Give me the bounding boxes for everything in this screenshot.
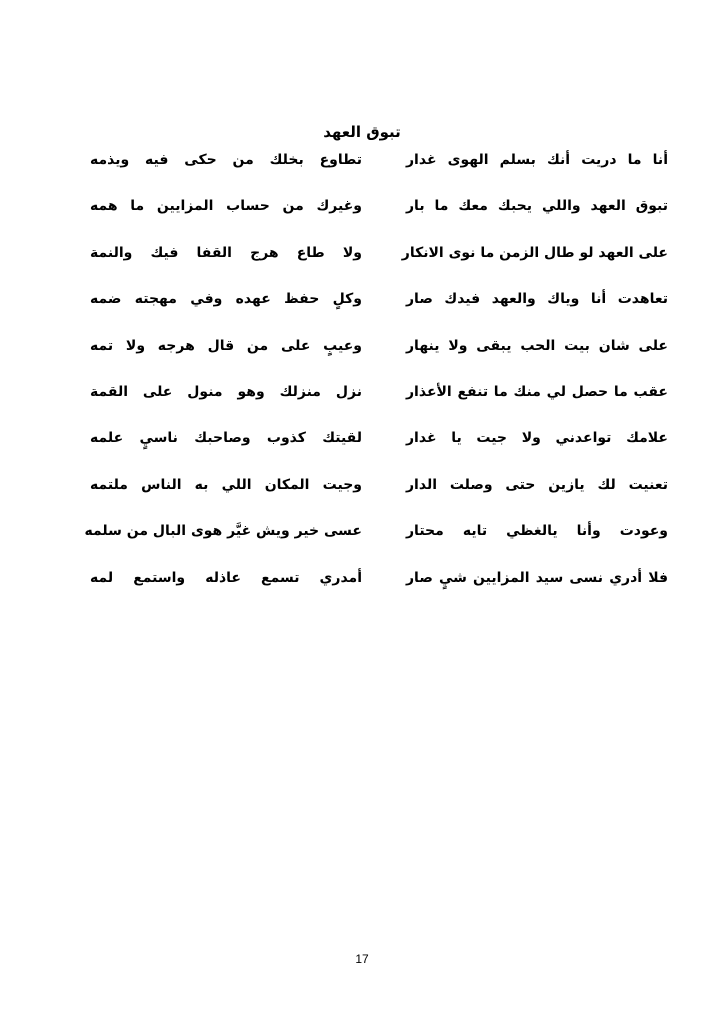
- verse-first-hemistich: عقب ما حصل لي منك ما تنفع الأعذار: [406, 383, 668, 400]
- verse-second-hemistich: لقيتك كذوب وصاحبك ناسيٍ علمه: [90, 430, 362, 447]
- verse-first-hemistich: تعنيت لك يازين حتى وصلت الدار: [406, 476, 668, 493]
- verse-first-hemistich: وعودت وأنا يالغظي تايه محتار: [406, 523, 668, 540]
- verse-line: [90, 567, 668, 613]
- verse-second-hemistich: أمدري تسمع عاذله واستمع لمه: [90, 569, 362, 586]
- verse-second-hemistich: وغيرك من حساب المزايين ما همه: [90, 198, 362, 215]
- verse-line: [90, 474, 668, 520]
- verse-line: [90, 195, 668, 241]
- page-number: 17: [355, 952, 369, 966]
- verse-first-hemistich: على شان بيت الحب يبقى ولا ينهار: [406, 337, 668, 354]
- verse-line: [90, 427, 668, 473]
- verse-first-hemistich: تبوق العهد واللي يحبك معك ما بار: [406, 198, 668, 215]
- verse-line: [84, 520, 668, 566]
- verse-first-hemistich: أنا ما دريت أنك بسلم الهوى غدار: [406, 152, 668, 168]
- verse-line: [90, 288, 668, 334]
- verse-list: [84, 149, 668, 613]
- verse-first-hemistich: على العهد لو طال الزمن ما نوى الانكار: [401, 244, 668, 261]
- poem-title: تبوق العهد: [323, 123, 401, 141]
- verse-second-hemistich: وعيبٍ على من قال هرجه ولا تمه: [90, 337, 362, 354]
- verse-second-hemistich: تطاوع بخلك من حكى فيه ويذمه: [90, 152, 362, 168]
- verse-first-hemistich: تعاهدت أنا وياك والعهد فيدك صار: [406, 291, 668, 308]
- verse-second-hemistich: وجيت المكان اللي به الناس ملتمه: [90, 476, 362, 493]
- verse-line: [90, 242, 668, 288]
- verse-line: [90, 149, 668, 195]
- verse-line: [90, 335, 668, 381]
- verse-first-hemistich: علامك تواعدني ولا جيت يا غدار: [406, 430, 668, 447]
- verse-line: [90, 381, 668, 427]
- verse-second-hemistich: عسى خير ويش غيَّر هوى البال من سلمه: [84, 523, 362, 540]
- verse-second-hemistich: وكلٍ حفظ عهده وفي مهجته ضمه: [90, 291, 362, 308]
- verse-second-hemistich: ولا طاع هرج القفا فيك والنمة: [90, 244, 362, 261]
- verse-second-hemistich: نزل منزلك وهو منول على القمة: [90, 383, 362, 400]
- verse-first-hemistich: فلا أدري نسى سيد المزايين شيٍ صار: [406, 569, 668, 586]
